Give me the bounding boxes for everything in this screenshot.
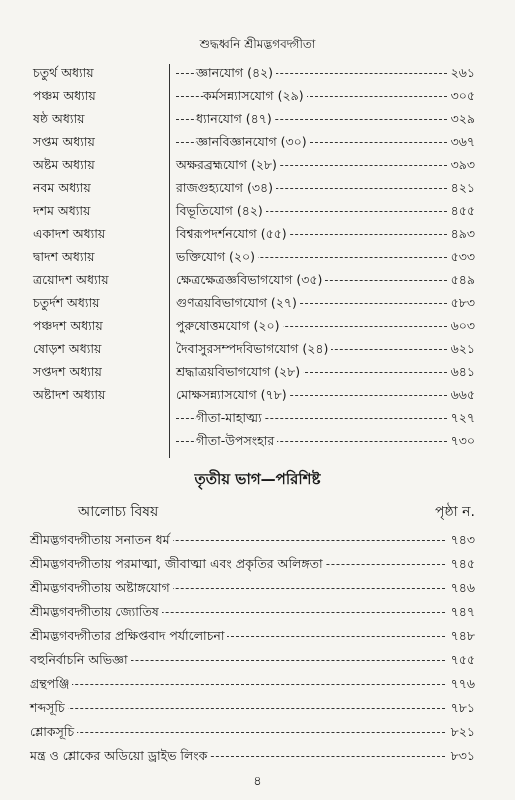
page-number: ৬২১ [448,338,475,360]
page-number: ৭৫৫ [448,648,475,672]
chapter-row [0,407,515,429]
page-number: ৮৩১ [448,744,475,768]
page-number: ৫৩৩ [448,246,475,268]
topic-title: শ্রীমদ্ভগবদ্গীতায় সনাতন ধর্ম [30,528,173,552]
page-number: ৭৮১ [448,696,475,720]
chapter-row [0,85,515,107]
chapter-row [0,131,515,153]
chapter-row [0,223,515,245]
topic-row [0,720,515,744]
page-number: ৭৪৩ [448,528,475,552]
chapter-row [0,292,515,314]
page-number: ৭২৭ [448,407,475,429]
page-number: ৫৮৩ [448,292,475,314]
page-number: ৮২১ [448,720,475,744]
chapter-label: ষোড়শ অধ্যায় [33,341,102,356]
chapter-title: ধ্যানযোগ (৪৭) [196,108,275,130]
topic-row [0,672,515,696]
chapter-title: ভক্তিযোগ (২০) [176,246,258,268]
chapter-title: ক্ষেত্রক্ষেত্রজ্ঞবিভাগযোগ (৩৫) [176,269,325,291]
chapter-row [0,269,515,291]
chapter-row [0,200,515,222]
chapter-label: ষষ্ঠ অধ্যায় [33,111,85,126]
chapter-label: নবম অধ্যায় [33,180,91,195]
chapter-title: রাজগুহ্যযোগ (৩৪) [176,177,276,199]
column-header-page: পৃষ্ঠা ন. [435,504,475,520]
chapter-label: দ্বাদশ অধ্যায় [33,249,95,264]
topic-title: শ্রীমদ্ভগবদ্গীতায় জ্যোতিষ [30,600,162,624]
topic-row [0,600,515,624]
chapter-label: পঞ্চম অধ্যায় [33,88,96,103]
chapter-label: অষ্টাদশ অধ্যায় [33,387,106,402]
page-number: ৭৪৮ [448,624,475,648]
page-number: ৭৩০ [448,430,475,452]
page-number: ৬৬৫ [448,384,475,406]
topic-row [0,696,515,720]
chapter-label: চতুর্থ অধ্যায় [33,65,94,80]
dot-leader [30,684,445,685]
dot-leader [30,732,445,733]
chapter-label: অষ্টম অধ্যায় [33,157,95,172]
chapter-title: গীতা-মাহাত্ম্য [196,407,265,429]
page-number: ৪৫৫ [448,200,475,222]
chapter-title: কর্মসন্ন্যাসযোগ (২৯) [203,85,307,107]
page-number: ৭৪৭ [448,600,475,624]
chapter-row [0,154,515,176]
chapter-row [0,338,515,360]
page-number: ৪২১ [448,177,475,199]
appendix-title: তৃতীয় ভাগ—পরিশিষ্ট [194,470,321,488]
page-number: ৩৯৩ [448,154,475,176]
chapter-title: শ্রদ্ধাত্রয়বিভাগযোগ (২৮) [176,361,303,383]
column-header-subject: আলোচ্য বিষয় [78,504,159,520]
topic-title: শব্দসূচি [30,696,68,720]
page-number: ৪৯৩ [448,223,475,245]
chapter-row [0,177,515,199]
page-number: ২৬১ [448,62,475,84]
chapter-label: সপ্তম অধ্যায় [33,134,95,149]
topic-row [0,552,515,576]
page-number: ৭৪৬ [448,576,475,600]
chapter-label: দশম অধ্যায় [33,203,91,218]
page-number: ৩৬৭ [448,131,475,153]
chapter-title: অক্ষরব্রহ্মযোগ (২৮) [176,154,280,176]
chapter-row [0,384,515,406]
chapter-label: চতুর্দশ অধ্যায় [33,295,100,310]
topic-title: গ্রন্থপঞ্জি [30,672,72,696]
page-number: ৩২৯ [448,108,475,130]
page-number: ৫৪৯ [448,269,475,291]
chapter-row [0,108,515,130]
topic-title: মন্ত্র ও শ্লোকের অডিয়ো ড্রাইভ লিংক [30,744,210,768]
topic-title: শ্রীমদ্ভগবদ্গীতায় পরমাত্মা, জীবাত্মা এবং প্রকৃতির অলিঙ্গতা [30,552,326,576]
page-folio: ৪ [253,774,262,789]
chapter-row [0,430,515,452]
dot-leader [30,708,445,709]
topic-row [0,648,515,672]
chapter-title: জ্ঞানবিজ্ঞানযোগ (৩০) [196,131,310,153]
chapter-title: মোক্ষসন্ন্যাসযোগ (৭৮) [176,384,290,406]
chapter-label: সপ্তদশ অধ্যায় [33,364,102,379]
running-head: শুদ্ধধ্বনি শ্রীমদ্ভগবদ্গীতা [199,37,316,51]
chapter-label: একাদশ অধ্যায় [33,226,106,241]
chapter-title: পুরুষোত্তমযোগ (২০) [176,315,283,337]
chapter-title: গুণত্রয়বিভাগযোগ (২৭) [176,292,300,314]
topic-title: বহুনির্বাচনি অভিজ্ঞা [30,648,131,672]
chapter-row [0,62,515,84]
topic-title: শ্রীমদ্ভগবদ্গীতায় অষ্টাঙ্গযোগ [30,576,173,600]
chapter-row [0,361,515,383]
topic-row [0,576,515,600]
chapter-title: দৈবাসুরসম্পদবিভাগযোগ (২৪) [176,338,331,360]
chapter-label: ত্রয়োদশ অধ্যায় [33,272,109,287]
chapter-title: গীতা-উপসংহার [196,430,277,452]
chapter-title: বিভূতিযোগ (৪২) [176,200,266,222]
page-number: ৬৪১ [448,361,475,383]
topic-title: শ্রীমদ্ভগবদ্গীতার প্রক্ষিপ্তবাদ পর্যালোচনা [30,624,227,648]
page-number: ৭৪৫ [448,552,475,576]
page-number: ৬০৩ [448,315,475,337]
topic-row [0,624,515,648]
chapter-title: বিশ্বরূপদর্শনযোগ (৫৫) [176,223,290,245]
topic-title: শ্লোকসূচি [30,720,77,744]
page-number: ৭৭৬ [448,672,475,696]
chapter-row [0,246,515,268]
chapter-title: জ্ঞানযোগ (৪২) [196,62,276,84]
topic-row [0,528,515,552]
chapter-label: পঞ্চদশ অধ্যায় [33,318,103,333]
page-number: ৩০৫ [448,85,475,107]
topic-row [0,744,515,768]
chapter-row [0,315,515,337]
